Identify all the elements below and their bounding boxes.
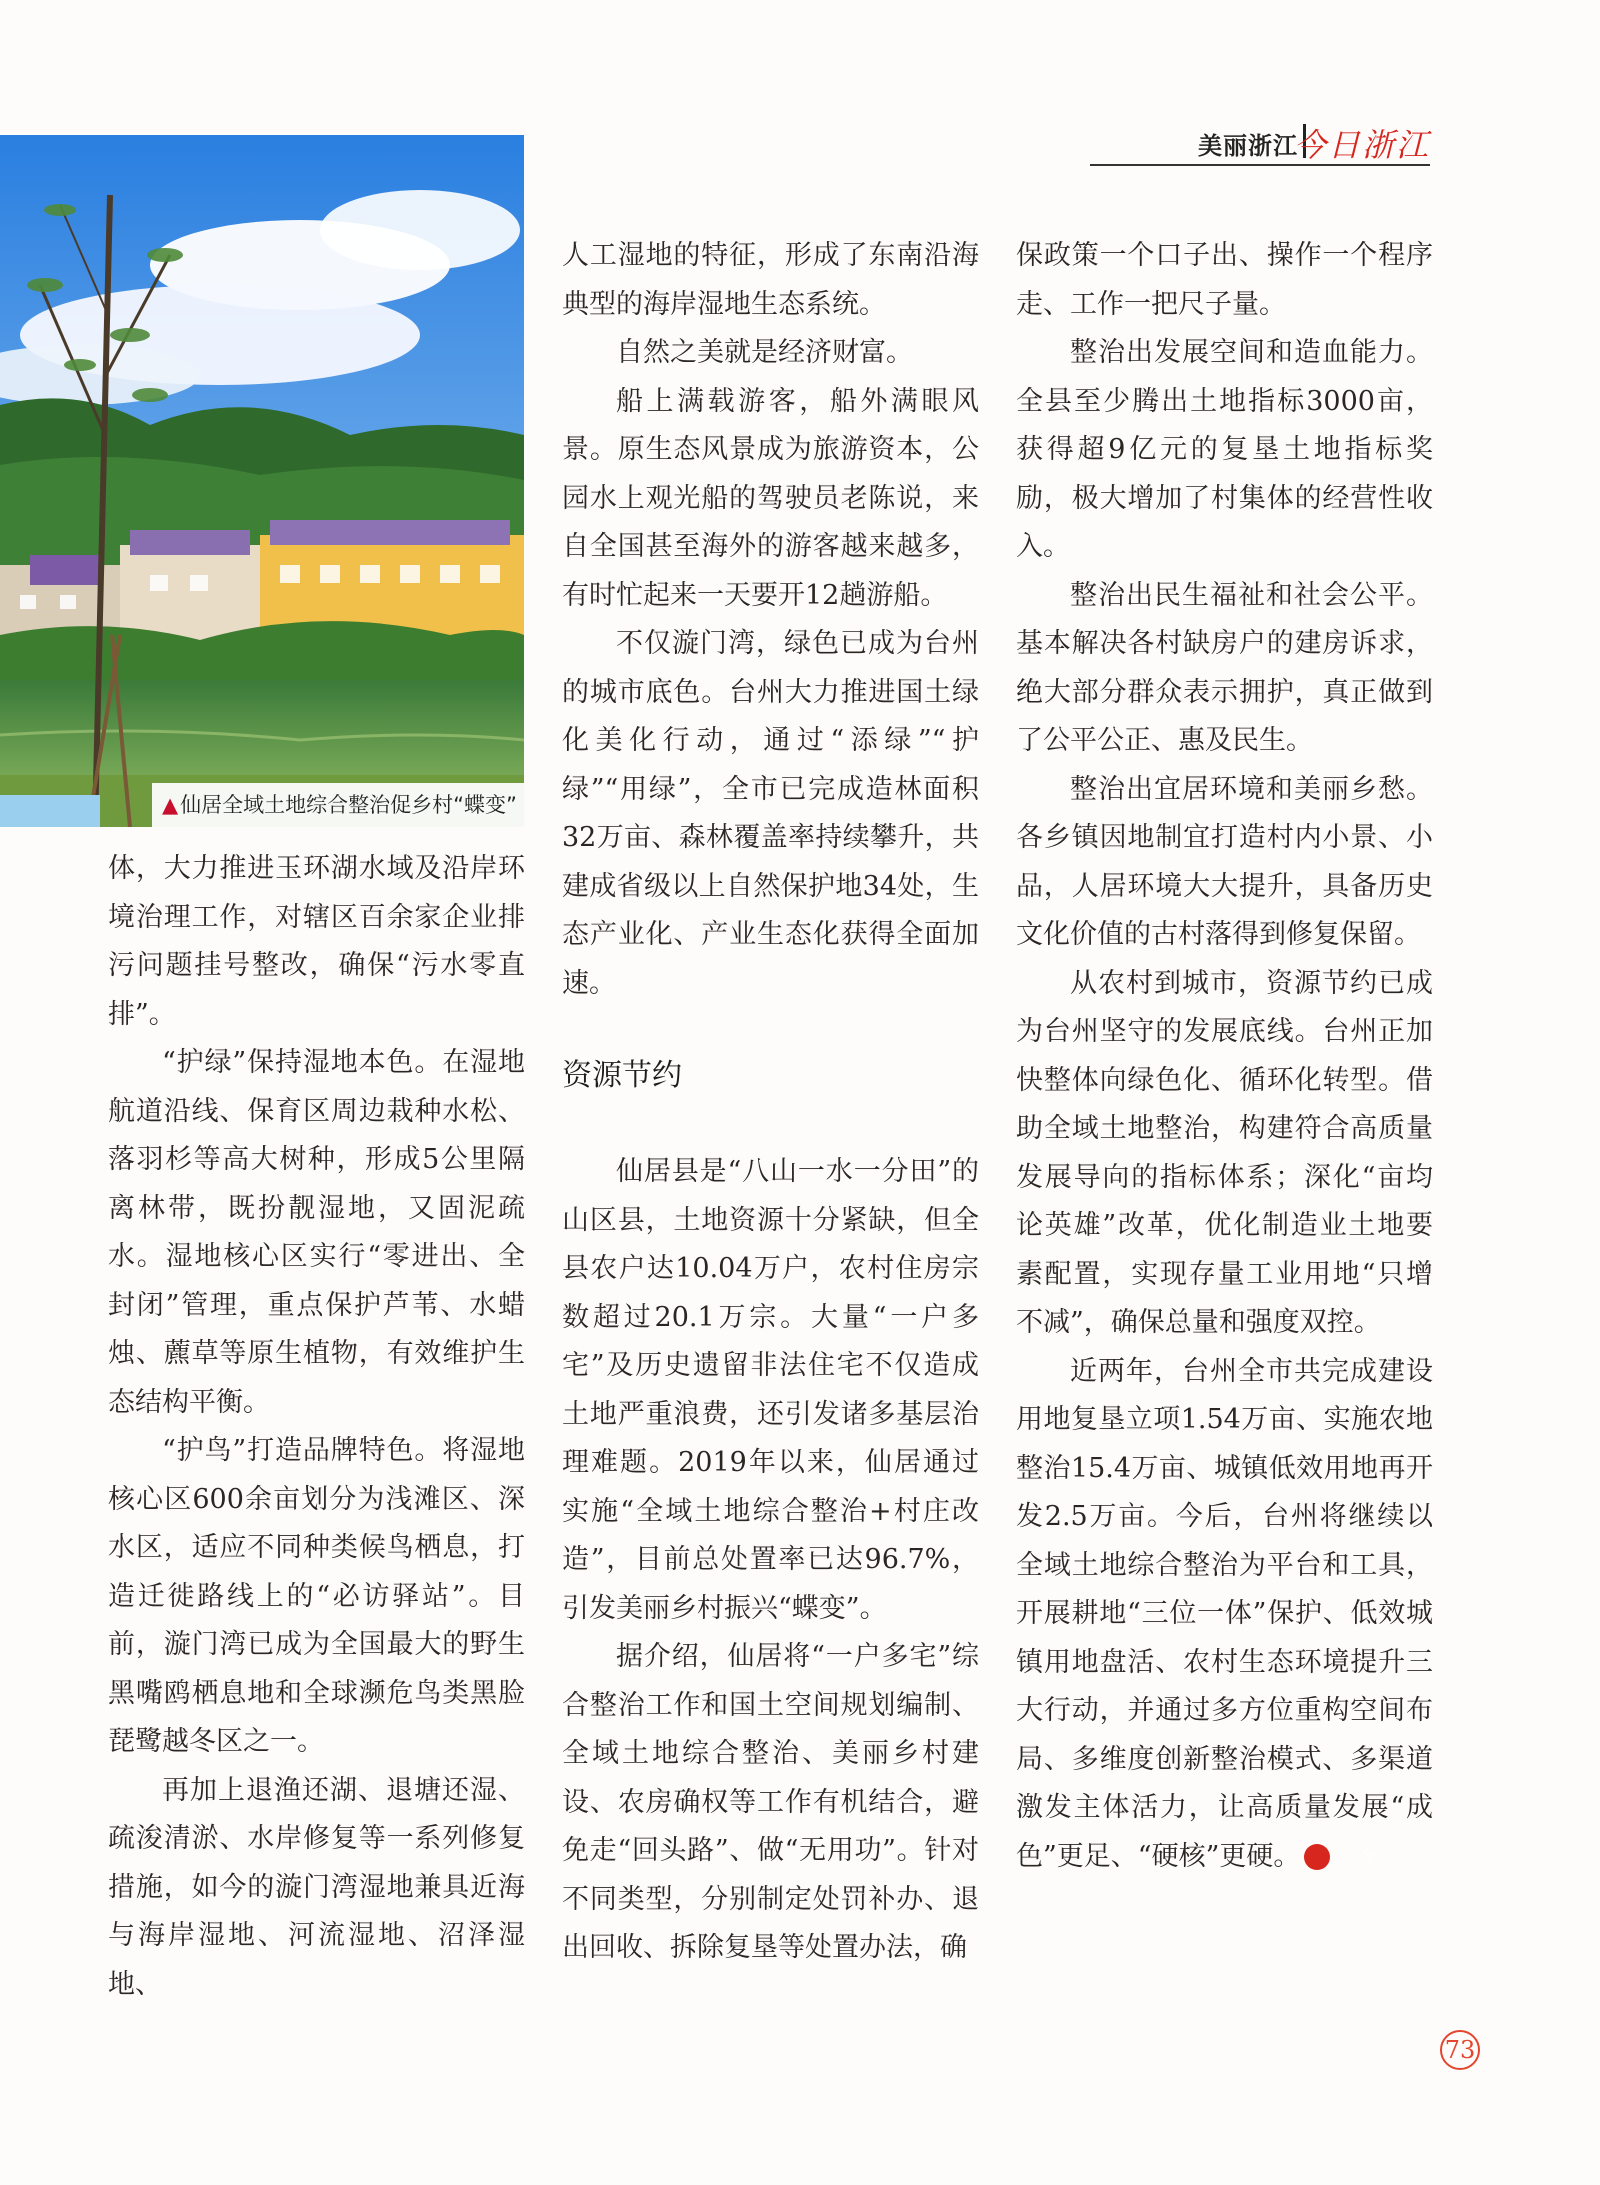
paragraph: 据介绍，仙居将“一户多宅”综合整治工作和国土空间规划编制、全域土地综合整治、美丽乡村建设、农房确权等工作有机结合，避免走“回头路”、做“无用功”。针对不同类型，分别制定处罚补办、退出回收、拆除复垦等处置办法，确 (562, 1641, 979, 1963)
column-3 (1016, 232, 1433, 1881)
magazine-logo: 今日浙江 (1293, 126, 1430, 164)
paragraph: 不仅漩门湾，绿色已成为台州的城市底色。台州大力推进国土绿化美化行动，通过“添绿”“护绿”“用绿”，全市已完成造林面积32万亩、森林覆盖率持续攀升，共建成省级以上自然保护地34处，生态产业化、产业生态化获得全面加速。 (562, 628, 979, 999)
paragraph: 再加上退渔还湖、退塘还湿、疏浚清淤、水岸修复等一系列修复措施，如今的漩门湾湿地兼具近海与海岸湿地、河流湿地、沼泽湿地、 (108, 1774, 525, 2000)
page-header (1090, 118, 1430, 166)
paragraph: 整治出民生福祉和社会公平。基本解决各村缺房户的建房诉求，绝大部分群众表示拥护，真正做到了公平公正、惠及民生。 (1016, 579, 1433, 756)
column-1 (108, 845, 525, 2009)
paragraph: 自然之美就是经济财富。 (616, 337, 913, 368)
column-2 (562, 232, 979, 1973)
paragraph: “护鸟”打造品牌特色。将湿地核心区600余亩划分为浅滩区、深水区，适应不同种类候鸟栖息，打造迁徙路线上的“必访驿站”。目前，漩门湾已成为全国最大的野生黑嘴鸥栖息地和全球濒危鸟类黑脸琵鹭越冬区之一。 (108, 1435, 525, 1757)
section-title: 美丽浙江 (1198, 132, 1298, 160)
triangle-icon: ▲ (162, 793, 179, 817)
paragraph: 保政策一个口子出、操作一个程序走、工作一把尺子量。 (1016, 240, 1433, 320)
end-mark-icon: 今 (1304, 1844, 1330, 1870)
village-photo (0, 135, 524, 827)
paragraph-text: 近两年，台州全市共完成建设用地复垦立项1.54万亩、实施农地整治15.4万亩、城镇低效用地再开发2.5万亩。今后，台州将继续以全域土地综合整治为平台和工具，开展耕地“三位一体”保护、低效城镇用地盘活、农村生态环境提升三大行动，并通过多方位重构空间布局、多维度创新整治模式、多渠道激发主体活力，让高质量发展“成色”更足、“硬核”更硬。 (1016, 1355, 1433, 1872)
paragraph: 仙居县是“八山一水一分田”的山区县，土地资源十分紧缺，但全县农户达10.04万户，农村住房宗数超过20.1万宗。大量“一户多宅”及历史遗留非法住宅不仅造成土地严重浪费，还引发诸多基层治理难题。2019年以来，仙居通过实施“全域土地综合整治+村庄改造”，目前总处置率已达96.7%，引发美丽乡村振兴“蝶变”。 (562, 1156, 979, 1624)
paragraph: 整治出宜居环境和美丽乡愁。各乡镇因地制宜打造村内小景、小品，人居环境大大提升，具备历史文化价值的古村落得到修复保留。 (1016, 773, 1433, 950)
paragraph: 船上满载游客，船外满眼风景。原生态风景成为旅游资本，公园水上观光船的驾驶员老陈说，来自全国甚至海外的游客越来越多，有时忙起来一天要开12趟游船。 (562, 385, 979, 611)
paragraph: “护绿”保持湿地本色。在湿地航道沿线、保育区周边栽种水松、落羽杉等高大树种，形成5公里隔离林带，既扮靓湿地，又固泥疏水。湿地核心区实行“零进出、全封闭”管理，重点保护芦苇、水蜡烛、藨草等原生植物，有效维护生态结构平衡。 (108, 1047, 525, 1418)
caption-text: 仙居全域土地综合整治促乡村“蝶变” (180, 793, 517, 817)
paragraph: 从农村到城市，资源节约已成为台州坚守的发展底线。台州正加快整体向绿色化、循环化转型。借助全域土地整治，构建符合高质量发展导向的指标体系；深化“亩均论英雄”改革，优化制造业土地要素配置，实现存量工业用地“只增不减”，确保总量和强度双控。 (1016, 967, 1433, 1338)
paragraph-last (1016, 1348, 1433, 1882)
paragraph: 人工湿地的特征，形成了东南沿海典型的海岸湿地生态系统。 (562, 240, 979, 320)
paragraph: 整治出发展空间和造血能力。全县至少腾出土地指标3000亩，获得超9亿元的复垦土地指标奖励，极大增加了村集体的经营性收入。 (1016, 337, 1433, 562)
paragraph: 体，大力推进玉环湖水域及沿岸环境治理工作，对辖区百余家企业排污问题挂号整改，确保“污水零直排”。 (108, 853, 525, 1030)
photo-caption (152, 783, 524, 827)
village-lake-image (0, 135, 524, 827)
page-number: 73 (1440, 2030, 1480, 2070)
section-heading: 资源节约 (562, 1058, 682, 1093)
